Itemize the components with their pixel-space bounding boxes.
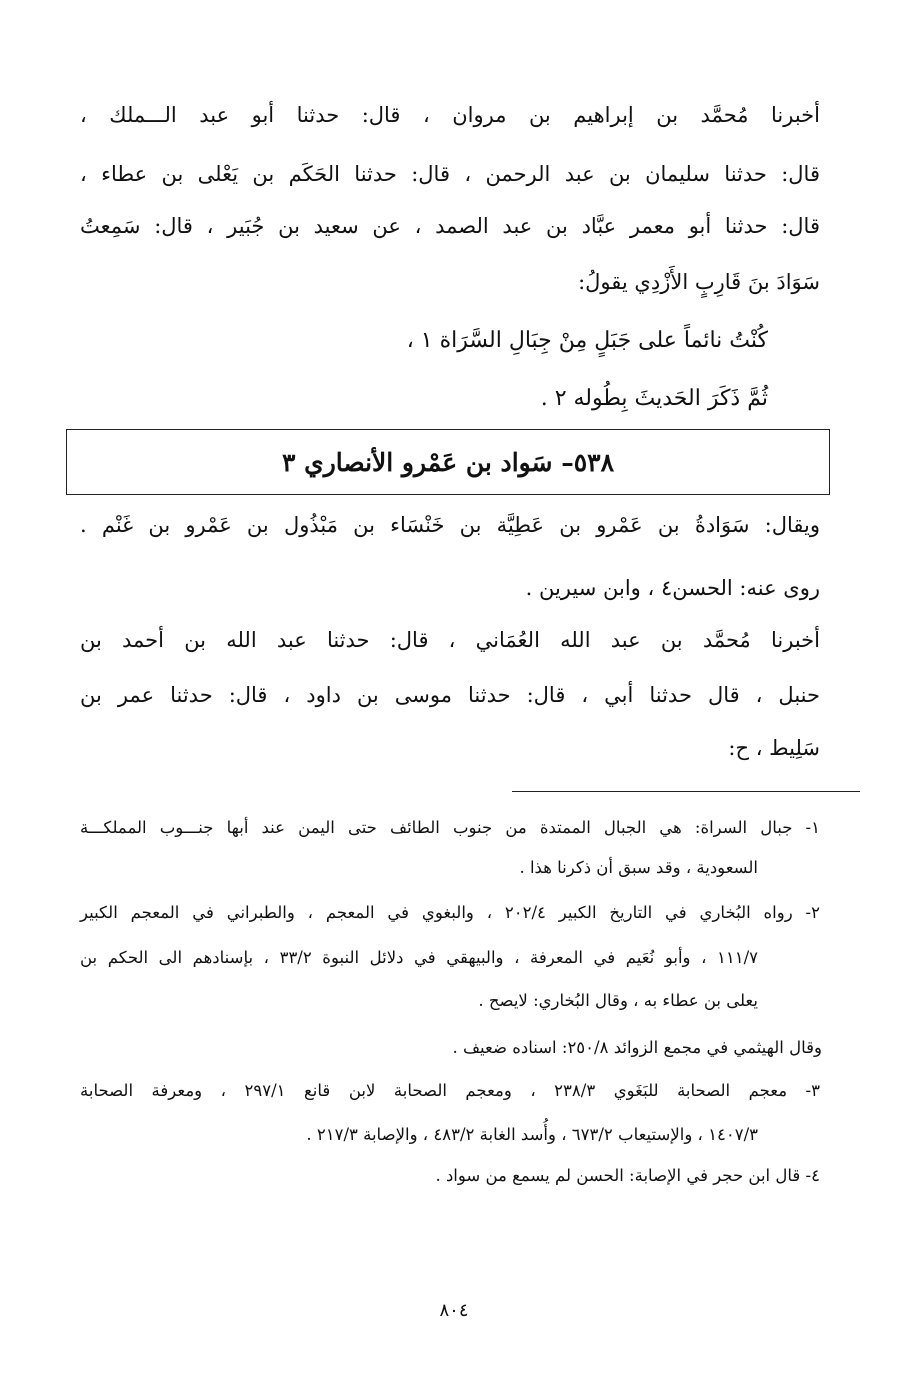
section-heading: ٥٣٨– سَواد بن عَمْرو الأنصاري ٣ xyxy=(281,448,615,477)
body-line-3: قال: حدثنا أبو معمر عبَّاد بن عبد الصمد ، عن سعيد بن جُبَير ، قال: سَمِعتُ xyxy=(80,214,820,238)
footnote-2-line-2: ١١١/٧ ، وأبو نُعَيم في المعرفة ، والبيهقي في دلائل النبوة ٣٣/٢ ، بإسنادهم الى الحكم بن xyxy=(80,948,758,967)
footnote-2-line-4: وقال الهيثمي في مجمع الزوائد ٢٥٠/٨: اسناده ضعيف . xyxy=(452,1038,822,1057)
entry-line-2: روى عنه: الحسن٤ ، وابن سيرين . xyxy=(525,576,820,600)
entry-line-4: حنبل ، قال حدثنا أبي ، قال: حدثنا موسى بن داود ، قال: حدثنا عمر بن xyxy=(80,683,820,707)
footnote-1-line-2: السعودية ، وقد سبق أن ذكرنا هذا . xyxy=(519,858,758,877)
entry-line-5: سَلِيط ، ح: xyxy=(728,736,820,760)
footnote-1-line-1: ١- جبال السراة: هي الجبال الممتدة من جنوب الطائف حتى اليمن عند أبها جنـــوب المملكـــة xyxy=(80,818,820,837)
poem-line-1: كُنْتُ نائماً على جَبَلٍ مِنْ جِبَالِ السَّرَاة ١ ، xyxy=(406,328,768,353)
footnote-separator xyxy=(512,791,860,792)
footnote-2-line-1: ٢- رواه البُخاري في التاريخ الكبير ٢٠٢/٤ ، والبغوي في المعجم ، والطبراني في المعجم الكبير xyxy=(80,903,820,922)
page-number: ٨٠٤ xyxy=(439,1300,469,1321)
footnote-3-line-2: ١٤٠٧/٣ ، والإستيعاب ٦٧٣/٢ ، وأُسد الغابة ٤٨٣/٢ ، والإصابة ٢١٧/٣ . xyxy=(306,1125,758,1144)
body-line-1: أخبرنا مُحمَّد بن إبراهيم بن مروان ، قال: حدثنا أبو عبد الـــملك ، xyxy=(80,103,820,127)
entry-line-1: ويقال: سَوَادةُ بن عَمْرو بن عَطِيَّة بن خَنْسَاء بن مَبْذُول بن عَمْرو بن غَنْم . xyxy=(80,513,820,537)
footnote-2-line-3: يعلى بن عطاء به ، وقال البُخاري: لايصح . xyxy=(478,991,758,1010)
poem-line-2: ثُمَّ ذَكَرَ الحَديثَ بِطُوله ٢ . xyxy=(540,386,768,411)
entry-line-3: أخبرنا مُحمَّد بن عبد الله العُمَاني ، قال: حدثنا عبد الله بن أحمد بن xyxy=(80,628,820,652)
body-line-4: سَوَادَ بنَ قَارِبٍ الأَزْدِي يقولُ: xyxy=(578,270,820,294)
footnote-3-line-1: ٣- معجم الصحابة للبَغَوي ٢٣٨/٣ ، ومعجم الصحابة لابن قانع ٢٩٧/١ ، ومعرفة الصحابة xyxy=(80,1081,820,1100)
footnote-4-line-1: ٤- قال ابن حجر في الإصابة: الحسن لم يسمع من سواد . xyxy=(435,1166,820,1185)
section-heading-box xyxy=(66,429,830,495)
body-line-2: قال: حدثنا سليمان بن عبد الرحمن ، قال: حدثنا الحَكَم بن يَعْلى بن عطاء ، xyxy=(80,162,820,186)
